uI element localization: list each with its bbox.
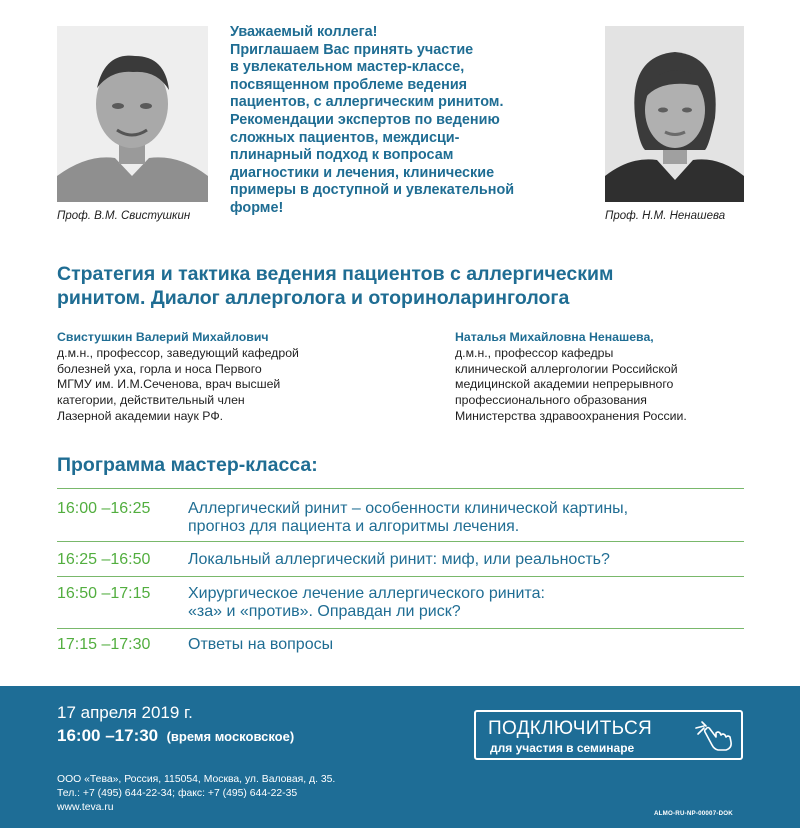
footer-banner — [0, 686, 800, 828]
program-time: 16:50 –17:15 — [57, 585, 151, 602]
speaker-photo-nenasheva — [605, 26, 744, 202]
website-link[interactable]: www.teva.ru — [57, 802, 114, 813]
bio-line: клинической аллергологии Российской — [455, 361, 678, 376]
program-divider — [57, 576, 744, 577]
program-topic — [188, 636, 333, 654]
bio-line: д.м.н., профессор кафедры — [455, 345, 614, 360]
bio-left — [57, 330, 299, 425]
program-divider — [57, 628, 744, 629]
document-code: ALMO-RU-NP-00007-DOK — [654, 810, 733, 817]
address-line: ООО «Тева», Россия, 115054, Москва, ул. Валовая, д. 35. — [57, 774, 336, 785]
event-date: 17 апреля 2019 г. — [57, 703, 193, 722]
intro-line: диагностики и лечения, клинические — [230, 164, 495, 181]
program-topic-line: Хирургическое лечение аллергического ринита: — [188, 585, 545, 602]
masterclass-title — [57, 262, 777, 310]
program-topic-line: Локальный аллергический ринит: миф, или реальность? — [188, 551, 610, 568]
bio-line: МГМУ им. И.М.Сеченова, врач высшей — [57, 377, 281, 392]
bio-line: Министерства здравоохранения России. — [455, 408, 687, 423]
address-line: Тел.: +7 (495) 644-22-34; факс: +7 (495) 644-22-35 — [57, 788, 298, 799]
program-divider — [57, 541, 744, 542]
hand-pointer-icon — [694, 720, 734, 752]
event-time-note: (время московское) — [166, 729, 295, 744]
intro-line: Рекомендации экспертов по ведению — [230, 111, 500, 128]
title-line: ринитом. Диалог аллерголога и оториноларинголога — [57, 287, 570, 309]
speaker-caption-right: Проф. Н.М. Ненашева — [605, 210, 726, 222]
bio-left-name: Свистушкин Валерий Михайлович — [57, 330, 269, 344]
program-time: 16:25 –16:50 — [57, 551, 151, 568]
intro-line: плинарный подход к вопросам — [230, 147, 454, 164]
intro-line: Уважаемый коллега! — [230, 24, 378, 40]
bio-line: болезней уха, горла и носа Первого — [57, 361, 262, 376]
connect-button-sublabel: для участия в семинаре — [490, 741, 635, 755]
bio-line: Лазерной академии наук РФ. — [57, 408, 224, 423]
intro-line: сложных пациентов, междисци- — [230, 129, 460, 146]
connect-button[interactable] — [474, 710, 743, 760]
bio-line: категории, действительный член — [57, 393, 245, 408]
connect-button-label: ПОДКЛЮЧИТЬСЯ — [488, 718, 653, 739]
event-time-range: 16:00 –17:30 — [57, 726, 159, 745]
event-time — [57, 726, 294, 746]
program-topic-line: прогноз для пациента и алгоритмы лечения. — [188, 518, 520, 535]
title-line: Стратегия и тактика ведения пациентов с аллергическим — [57, 263, 614, 285]
intro-line: Приглашаем Вас принять участие — [230, 41, 474, 58]
intro-line: посвященном проблеме ведения — [230, 76, 468, 93]
invitation-text — [230, 24, 590, 218]
intro-line: пациентов, с аллергическим ринитом. — [230, 94, 504, 111]
company-address — [57, 773, 335, 815]
intro-line: примеры в доступной и увлекательной — [230, 182, 515, 199]
intro-line: в увлекательном мастер-классе, — [230, 59, 465, 76]
bio-line: медицинской академии непрерывного — [455, 377, 674, 392]
intro-line: форме! — [230, 199, 284, 216]
program-topic — [188, 551, 610, 569]
program-topic-line: Аллергический ринит – особенности клинической картины, — [188, 500, 629, 517]
bio-line: профессионального образования — [455, 393, 647, 408]
program-topic-line: Ответы на вопросы — [188, 636, 334, 653]
program-topic — [188, 500, 628, 536]
speaker-caption-left: Проф. В.М. Свистушкин — [57, 210, 191, 222]
bio-right — [455, 330, 687, 425]
program-time: 17:15 –17:30 — [57, 636, 151, 653]
bio-line: д.м.н., профессор, заведующий кафедрой — [57, 345, 299, 360]
program-divider — [57, 488, 744, 489]
program-time: 16:00 –16:25 — [57, 500, 151, 517]
program-topic-line: «за» и «против». Оправдан ли риск? — [188, 603, 461, 620]
speaker-photo-svistushkin — [57, 26, 208, 202]
program-topic — [188, 585, 545, 621]
program-heading: Программа мастер-класса: — [57, 454, 318, 476]
bio-right-name: Наталья Михайловна Ненашева, — [455, 330, 654, 344]
